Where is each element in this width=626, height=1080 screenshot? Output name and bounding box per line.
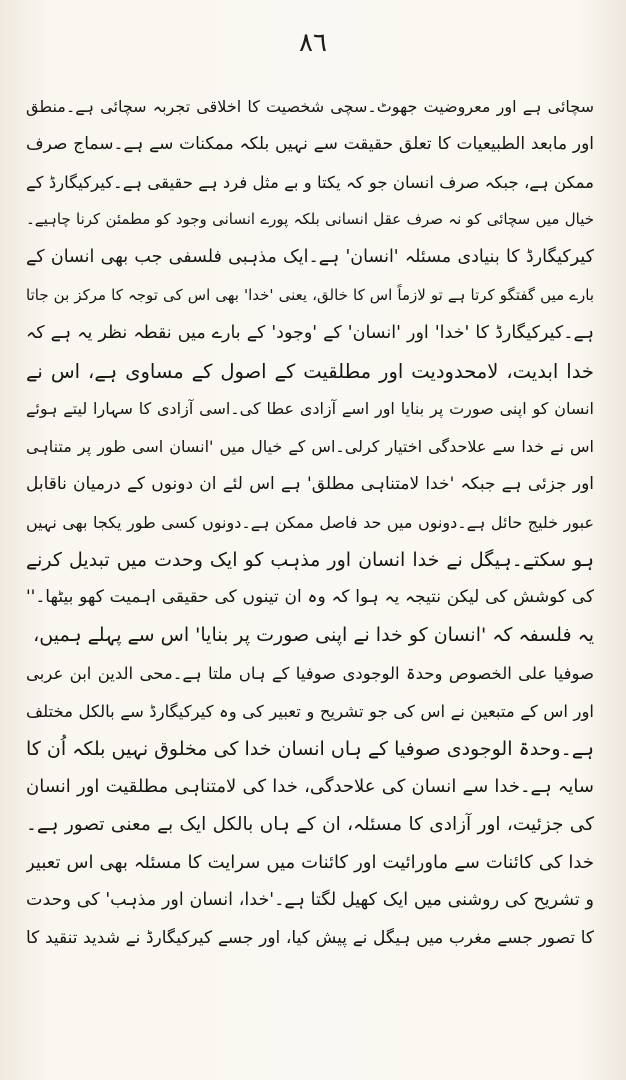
text-line: ممکن ہے، جبکہ صرف انسان جو کہ یکتا و بے مثل فرد ہے حقیقی ہے۔کیرکیگارڈ کے	[26, 172, 594, 192]
text-line: اور اس کے متبعین نے اس کی جو تشریح و تعبیر کی وہ کیرکیگارڈ سے بالکل مختلف	[26, 701, 594, 721]
text-line: ہو سکتے۔ہیگل نے خدا انسان اور مذہب کو ایک وحدت میں تبدیل کرنے	[26, 548, 594, 571]
text-line: و تشریح کی روشنی میں ایک کھیل لگتا ہے۔'خدا، انسان اور مذہب' کی وحدت	[26, 889, 594, 910]
text-line: خدا کی کائنات سے ماورائیت اور کائنات میں سرایت کا مسئلہ بھی اس تعبیر	[26, 851, 594, 873]
text-line: ہے۔وحدۃ الوجودی صوفیا کے ہاں انسان خدا کی مخلوق نہیں بلکہ اُن کا	[26, 737, 594, 760]
text-line: کا تصور جسے مغرب میں ہیگل نے پیش کیا، اور جسے کیرکیگارڈ نے شدید تنقید کا	[26, 927, 594, 948]
text-line: یہ فلسفہ کہ 'انسان کو خدا نے اپنی صورت پر بنایا' اس سے پہلے ہمیں،	[33, 624, 594, 647]
text-line: بارے میں گفتگو کرتا ہے تو لازماً اس کا خالق، یعنی 'خدا' بھی اس کی توجہ کا مرکز بن جاتا	[26, 285, 594, 304]
text-line: صوفیا علی الخصوص وحدۃ الوجودی صوفیا کے ہاں ملتا ہے۔محی الدین ابن عربی	[26, 663, 594, 683]
text-line: ہے۔کیرکیگارڈ کا 'خدا' اور 'انسان' کے 'وجود' کے بارے میں نقطہ نظر یہ ہے کہ	[26, 322, 594, 343]
text-line: اور جزئی ہے جبکہ 'خدا لامتناہی مطلق' ہے اس لئے ان دونوں کے درمیان ناقابل	[26, 473, 594, 494]
page-number: ۸٦	[299, 28, 327, 58]
text-line: اس نے خدا سے علاحدگی اختیار کرلی۔اس کے خیال میں 'انسان اسی طور پر متناہی	[26, 437, 594, 457]
text-line: سایہ ہے۔خدا سے انسان کی علاحدگی، خدا کی لامتناہی مطلقیت اور انسان	[26, 776, 594, 798]
text-line: اور مابعد الطبیعیات کا تعلق حقیقت سے نہیں بلکہ ممکنات سے ہے۔سماج صرف	[26, 133, 594, 154]
text-line: خدا ابدیت، لامحدودیت اور مطلقیت کے اصول کے مساوی ہے، اس نے	[26, 359, 594, 383]
text-line: عبور خلیج حائل ہے۔دونوں میں حد فاصل ممکن ہے۔دونوں کسی طور یکجا بھی نہیں	[26, 512, 594, 532]
text-line: خیال میں سچائی کو نہ صرف عقل انسانی بلکہ پورے انسانی وجود کو مطمئن کرنا چاہیے۔	[26, 210, 594, 229]
text-line: کیرکیگارڈ کا بنیادی مسئلہ 'انسان' ہے۔ایک مذہبی فلسفی جب بھی انسان کے	[26, 247, 594, 268]
text-line: انسان کو اپنی صورت پر بنایا اور اسے آزادی عطا کی۔اسی آزادی کا سہارا لیتے ہوئے	[26, 399, 594, 419]
text-line: کی کوشش کی لیکن نتیجہ یہ ہوا کہ وہ ان تینوں کی حقیقی اہمیت کھو بیٹھا۔''	[26, 587, 594, 608]
page-body-text	[26, 88, 594, 957]
text-line: کی جزئیت، اور آزادی کا مسئلہ، ان کے ہاں بالکل ایک بے معنی تصور ہے۔	[26, 814, 594, 836]
text-line: سچائی ہے اور معروضیت جھوٹ۔سچی شخصیت کا اخلاقی تجربہ سچائی ہے۔منطق	[26, 97, 594, 116]
